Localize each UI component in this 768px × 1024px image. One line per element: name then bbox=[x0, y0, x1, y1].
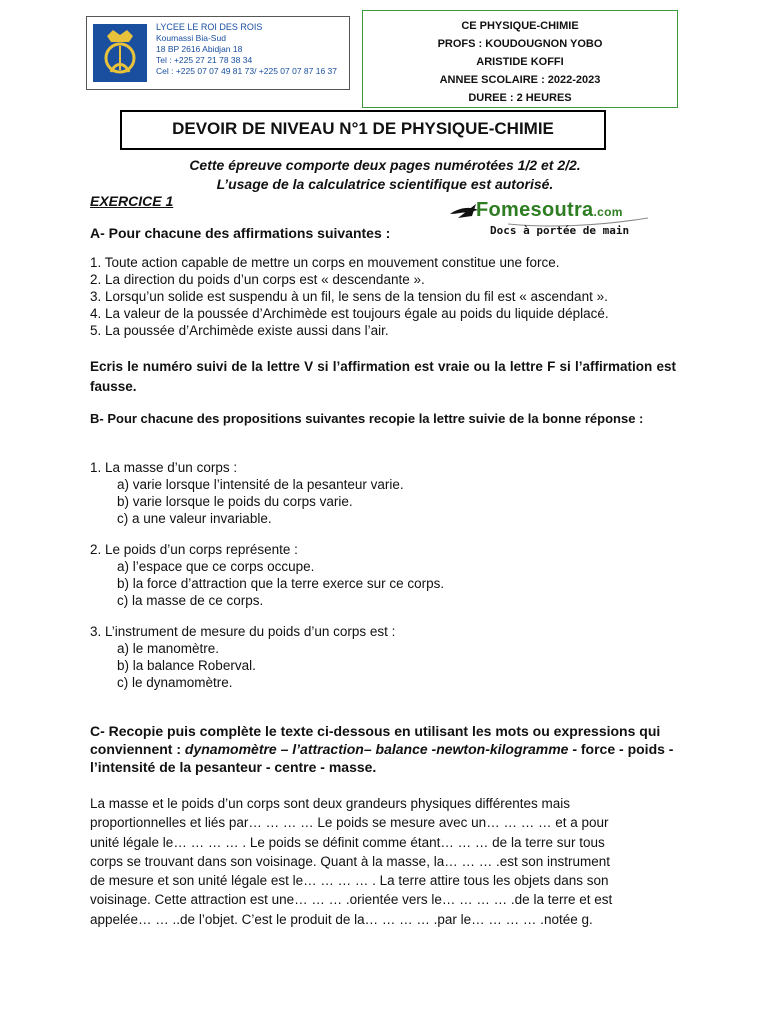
teachers-line: PROFS : KOUDOUGNON YOBO bbox=[437, 38, 603, 50]
intro-calculator: L’usage de la calculatrice scientifique est autorisé. bbox=[216, 176, 554, 192]
option-c: c) le dynamomètre. bbox=[117, 675, 233, 690]
paragraph-line: de mesure et son unité légale est le… … … … . La terre attire tous les objets dans son bbox=[90, 873, 609, 889]
duration: DUREE : 2 HEURES bbox=[468, 92, 572, 104]
option-b: b) varie lorsque le poids du corps varie. bbox=[117, 494, 353, 509]
fill-in-paragraph bbox=[90, 794, 680, 929]
course-info-box bbox=[362, 10, 678, 108]
paragraph-line: proportionnelles et liés par… … … … Le poids se mesure avec un… … … … et a pour bbox=[90, 815, 609, 831]
school-phone: Tel : +225 27 21 78 38 34 bbox=[156, 55, 253, 65]
question-1 bbox=[90, 459, 404, 527]
list-item: 4. La valeur de la poussée d’Archimède est toujours égale au poids du liquide déplacé. bbox=[90, 306, 609, 321]
section-c-heading bbox=[90, 722, 676, 776]
question-2 bbox=[90, 541, 444, 609]
paragraph-line: La masse et le poids d’un corps sont deux grandeurs physiques différentes mais bbox=[90, 796, 571, 811]
school-logo bbox=[93, 24, 147, 82]
exercise-title: EXERCICE 1 bbox=[90, 193, 174, 209]
school-location: Koumassi Bia-Sud bbox=[156, 33, 226, 43]
option-a: a) l’espace que ce corps occupe. bbox=[117, 559, 315, 574]
section-c-word-list: dynamomètre – l’attraction– balance -newton-kilogramme bbox=[184, 741, 569, 757]
option-c: c) a une valeur invariable. bbox=[117, 511, 272, 526]
school-mobile: Cel : +225 07 07 49 81 73/ +225 07 07 87 16 37 bbox=[156, 66, 338, 76]
question-text: 2. Le poids d’un corps représente : bbox=[90, 542, 298, 557]
question-3 bbox=[90, 623, 395, 691]
option-c: c) la masse de ce corps. bbox=[117, 593, 264, 608]
school-address bbox=[156, 22, 337, 77]
watermark-tld: .com bbox=[593, 205, 623, 219]
paragraph-line: voisinage. Cette attraction est une… … … .orientée vers le… … … … .de la terre et est bbox=[90, 892, 613, 908]
option-a: a) varie lorsque l’intensité de la pesanteur varie. bbox=[117, 477, 404, 492]
paragraph-line: unité légale le… … … … . Le poids se définit comme étant… … … de la terre sur tous bbox=[90, 834, 605, 850]
section-c-heading-end: - force - poids - l’intensité de la pesanteur - centre - masse. bbox=[90, 741, 674, 775]
watermark-slogan: Docs à portée de main bbox=[490, 224, 630, 237]
section-a-instruction: Ecris le numéro suivi de la lettre V si l’affirmation est vraie ou la lettre F si l’affirmation est fausse. bbox=[90, 359, 676, 394]
question-text: 1. La masse d’un corps : bbox=[90, 460, 238, 475]
school-po-box: 18 BP 2616 Abidjan 18 bbox=[156, 44, 243, 54]
list-item: 3. Lorsqu’un solide est suspendu à un fil, le sens de la tension du fil est « ascendant ». bbox=[90, 289, 608, 304]
teacher-name: ARISTIDE KOFFI bbox=[476, 56, 564, 68]
school-year: ANNEE SCOLAIRE : 2022-2023 bbox=[439, 74, 601, 86]
question-text: 3. L’instrument de mesure du poids d’un corps est : bbox=[90, 624, 396, 639]
section-a-list bbox=[90, 254, 690, 339]
option-b: b) la balance Roberval. bbox=[117, 658, 256, 673]
course-name: CE PHYSIQUE-CHIMIE bbox=[461, 20, 579, 32]
section-c-heading-start: C- Recopie puis complète le texte ci-dessous en utilisant les mots ou expressions qui conviennent : bbox=[90, 723, 661, 757]
page-title: DEVOIR DE NIVEAU N°1 DE PHYSIQUE-CHIMIE bbox=[120, 110, 606, 150]
school-name: LYCEE LE ROI DES ROIS bbox=[156, 22, 263, 32]
watermark-brand: Fomesoutra bbox=[476, 199, 594, 221]
option-b: b) la force d’attraction que la terre exerce sur ce corps. bbox=[117, 576, 445, 591]
section-a-heading: A- Pour chacune des affirmations suivantes : bbox=[90, 225, 391, 241]
section-b-heading: B- Pour chacune des propositions suivantes recopie la lettre suivie de la bonne réponse : bbox=[90, 411, 644, 426]
fomesoutra-logo bbox=[476, 199, 623, 222]
list-item: 5. La poussée d’Archimède existe aussi dans l’air. bbox=[90, 323, 389, 338]
list-item: 1. Toute action capable de mettre un corps en mouvement constitue une force. bbox=[90, 255, 560, 270]
intro-pages: Cette épreuve comporte deux pages numérotées 1/2 et 2/2. bbox=[189, 157, 581, 173]
paragraph-line: corps se trouvant dans son voisinage. Quant à la masse, la… … … .est son instrument bbox=[90, 853, 611, 869]
paragraph-line: appelée… … ..de l’objet. C’est le produit de la… … … … .par le… … … … .notée g. bbox=[90, 911, 593, 927]
list-item: 2. La direction du poids d’un corps est « descendante ». bbox=[90, 272, 425, 287]
exam-intro bbox=[90, 156, 680, 194]
option-a: a) le manomètre. bbox=[117, 641, 220, 656]
